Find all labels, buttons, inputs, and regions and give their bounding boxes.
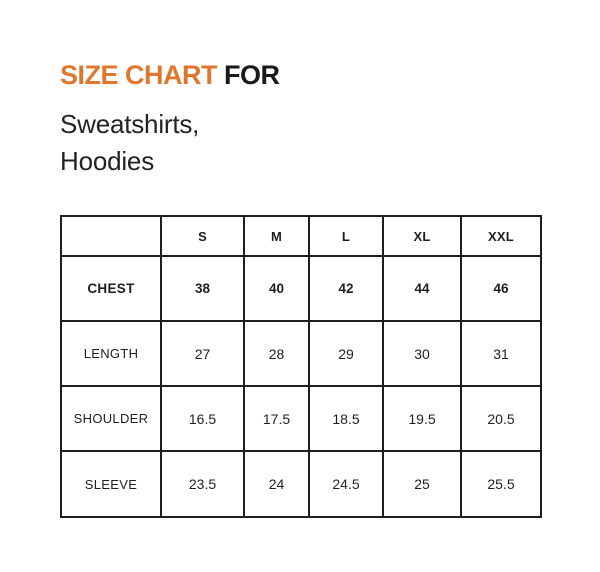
table-row-length: [61, 321, 541, 386]
table-row-chest: [61, 256, 541, 321]
size-chart-table: [60, 215, 542, 518]
size-column-header-xxl: XXL: [461, 216, 541, 256]
title-highlight: SIZE CHART: [60, 60, 217, 90]
size-column-header-s: S: [161, 216, 244, 256]
size-column-header-m: M: [244, 216, 309, 256]
size-value-cell: 24: [244, 451, 309, 517]
page-title: [60, 58, 600, 92]
size-value-cell: 27: [161, 321, 244, 386]
row-label-shoulder: SHOULDER: [61, 386, 161, 451]
size-value-cell: 25.5: [461, 451, 541, 517]
size-value-cell: 19.5: [383, 386, 461, 451]
size-value-cell: 25: [383, 451, 461, 517]
size-value-cell: 44: [383, 256, 461, 321]
corner-cell: [61, 216, 161, 256]
table-header-row: [61, 216, 541, 256]
size-value-cell: 18.5: [309, 386, 383, 451]
size-value-cell: 23.5: [161, 451, 244, 517]
size-value-cell: 46: [461, 256, 541, 321]
size-column-header-xl: XL: [383, 216, 461, 256]
title-rest: FOR: [217, 60, 280, 90]
row-label-length: LENGTH: [61, 321, 161, 386]
size-value-cell: 40: [244, 256, 309, 321]
size-value-cell: 17.5: [244, 386, 309, 451]
size-value-cell: 31: [461, 321, 541, 386]
size-value-cell: 24.5: [309, 451, 383, 517]
subtitle-line-1: Sweatshirts,: [60, 109, 200, 139]
subtitle-line-2: Hoodies: [60, 146, 154, 176]
size-value-cell: 28: [244, 321, 309, 386]
size-column-header-l: L: [309, 216, 383, 256]
size-value-cell: 29: [309, 321, 383, 386]
size-value-cell: 16.5: [161, 386, 244, 451]
size-value-cell: 20.5: [461, 386, 541, 451]
subtitle: [60, 106, 600, 180]
size-value-cell: 30: [383, 321, 461, 386]
size-value-cell: 38: [161, 256, 244, 321]
table-row-sleeve: [61, 451, 541, 517]
table-row-shoulder: [61, 386, 541, 451]
row-label-sleeve: SLEEVE: [61, 451, 161, 517]
row-label-chest: CHEST: [61, 256, 161, 321]
size-value-cell: 42: [309, 256, 383, 321]
